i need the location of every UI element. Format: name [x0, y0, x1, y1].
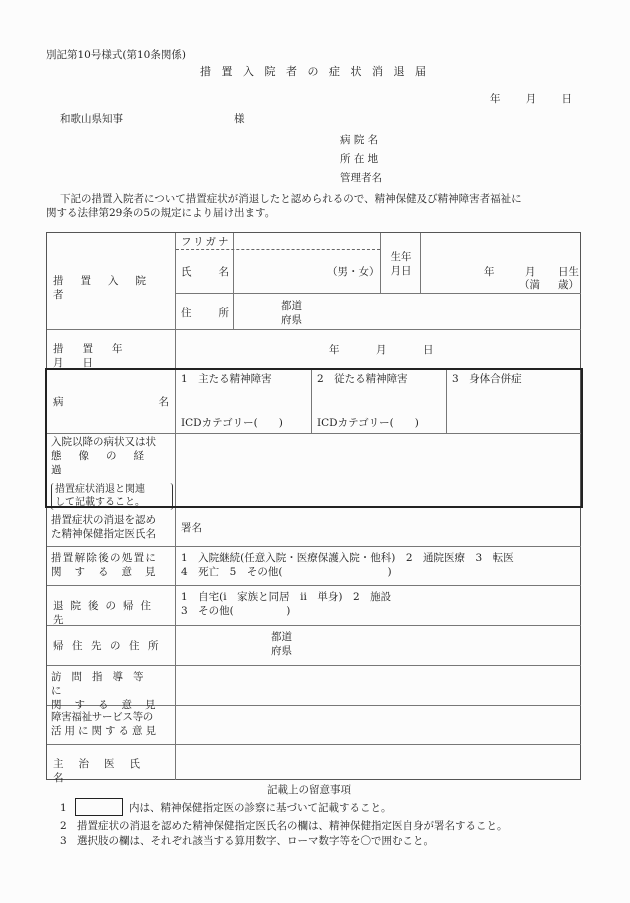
welfare-service-input[interactable]	[176, 706, 581, 744]
visit-guidance-label-2: 関する意見	[51, 699, 169, 712]
measure-date-label: 措置年月日	[53, 343, 142, 370]
form-code: 別記第10号様式(第10条関係)	[46, 49, 186, 61]
visit-guidance-input[interactable]	[176, 666, 581, 705]
birth-day-unit: 日生	[558, 266, 579, 278]
intro-line-1: 下記の措置入院者について措置症状が消退したと認められるので、精神保健及び精神障害者福祉に	[60, 193, 522, 205]
note-1-text: 内は、精神保健指定医の診察に基づいて記載すること。	[129, 802, 392, 814]
notes-heading: 記載上の留意事項	[267, 784, 351, 796]
furigana-input[interactable]	[234, 235, 380, 249]
furigana-label: フリガナ	[181, 236, 231, 248]
note-sample-box	[75, 798, 123, 816]
return-address-input[interactable]	[176, 626, 581, 665]
address-label-2: 所	[218, 307, 229, 319]
measure-year-unit: 年	[329, 344, 340, 356]
date-month: 月	[525, 93, 537, 105]
note-2-num: 2	[60, 820, 67, 832]
attending-doctor-label: 主治医氏名	[53, 758, 155, 785]
birth-month-unit: 月	[525, 266, 536, 278]
measure-day-unit: 日	[423, 344, 434, 356]
note-2-text: 措置症状の消退を認めた精神保健指定医氏名の欄は、精神保健指定医自身が署名すること。	[77, 820, 508, 832]
age-open: （満	[519, 279, 540, 291]
addressee-honorific: 様	[234, 113, 245, 125]
physical-complication-heading: 3 身体合併症	[452, 373, 522, 385]
designated-doctor-label-2: た精神保健指定医氏名	[51, 528, 156, 541]
date-line	[490, 94, 572, 105]
course-label-1: 入院以降の病状又は状	[51, 436, 156, 448]
primary-icd: ICDカテゴリー( )	[181, 417, 283, 429]
notification-table	[46, 232, 581, 785]
name-label-1: 氏	[181, 266, 192, 278]
return-destination-options-2[interactable]: 3 その他( )	[181, 605, 291, 617]
hospital-name-label: 病 院 名	[340, 134, 379, 146]
patient-label: 措置入院者	[53, 275, 163, 302]
disease-label-2: 名	[158, 396, 169, 408]
return-destination-options-1[interactable]: 1 自宅(i 家族と同居 ii 単身) 2 施設	[181, 591, 392, 603]
attending-doctor-input[interactable]	[176, 745, 581, 780]
signature-label: 署名	[181, 522, 202, 534]
designated-doctor-label-1: 措置症状の消退を認め	[51, 514, 156, 526]
visit-guidance-label-1: 訪問指導等に	[51, 671, 154, 698]
designated-doctor-signature-input[interactable]	[176, 508, 581, 546]
after-release-options-1[interactable]: 1 入院継続(任意入院・医療保護入院・他科) 2 通院医療 3 転医	[181, 552, 514, 564]
course-note	[51, 483, 173, 510]
manager-name-label: 管理者名	[340, 172, 382, 184]
sex-selector[interactable]: （男・女）	[327, 266, 380, 278]
addressee-name: 和歌山県知事	[60, 113, 123, 125]
prefecture-label-2: 府県	[281, 314, 302, 327]
disease-label-1: 病	[53, 396, 64, 408]
birth-label-2: 月日	[390, 265, 412, 278]
primary-disorder-heading: 1 主たる精神障害	[181, 373, 272, 385]
date-year: 年	[490, 93, 501, 105]
address-label-1: 住	[181, 307, 192, 319]
page-title: 措置入院者の症状消退届	[200, 65, 437, 78]
course-note-2: して記載すること。	[55, 497, 145, 509]
measure-month-unit: 月	[376, 344, 387, 356]
course-note-1: 措置症状消退と関連	[55, 483, 145, 495]
prefecture-label-1: 都道	[281, 300, 302, 312]
intro-line-2: 関する法律第29条の5の規定により届け出ます。	[46, 207, 276, 219]
after-release-label-1: 措置解除後の処置に	[51, 552, 158, 564]
return-prefecture-2: 府県	[271, 645, 292, 658]
secondary-icd: ICDカテゴリー( )	[317, 417, 419, 429]
return-destination-label: 退院後の帰住先	[53, 600, 158, 627]
note-1-num: 1	[60, 802, 67, 814]
location-label: 所 在 地	[340, 153, 379, 165]
patient-label-cell	[47, 233, 175, 329]
return-address-label: 帰住先の住所	[53, 640, 167, 652]
birth-label-1: 生年	[390, 251, 412, 263]
course-label-2: 態像の経過	[51, 450, 161, 477]
welfare-service-label-1: 障害福祉サービス等の	[51, 711, 153, 723]
date-day: 日	[561, 93, 572, 105]
after-release-label-2: 関する意見	[51, 566, 169, 579]
age-close: 歳）	[558, 279, 579, 291]
note-3-num: 3	[60, 835, 67, 847]
secondary-disorder-heading: 2 従たる精神障害	[317, 373, 408, 385]
name-label-2: 名	[218, 266, 229, 278]
welfare-service-label-2: 活用に関する意見	[51, 725, 159, 738]
note-3-text: 選択肢の欄は、それぞれ該当する算用数字、ローマ数字等を〇で囲むこと。	[77, 835, 434, 847]
course-input[interactable]	[176, 434, 581, 507]
birthdate-input[interactable]	[421, 233, 581, 293]
after-release-options-2[interactable]: 4 死亡 5 その他( )	[181, 566, 392, 578]
return-prefecture-1: 都道	[271, 631, 292, 643]
birth-year-unit: 年	[484, 266, 495, 278]
